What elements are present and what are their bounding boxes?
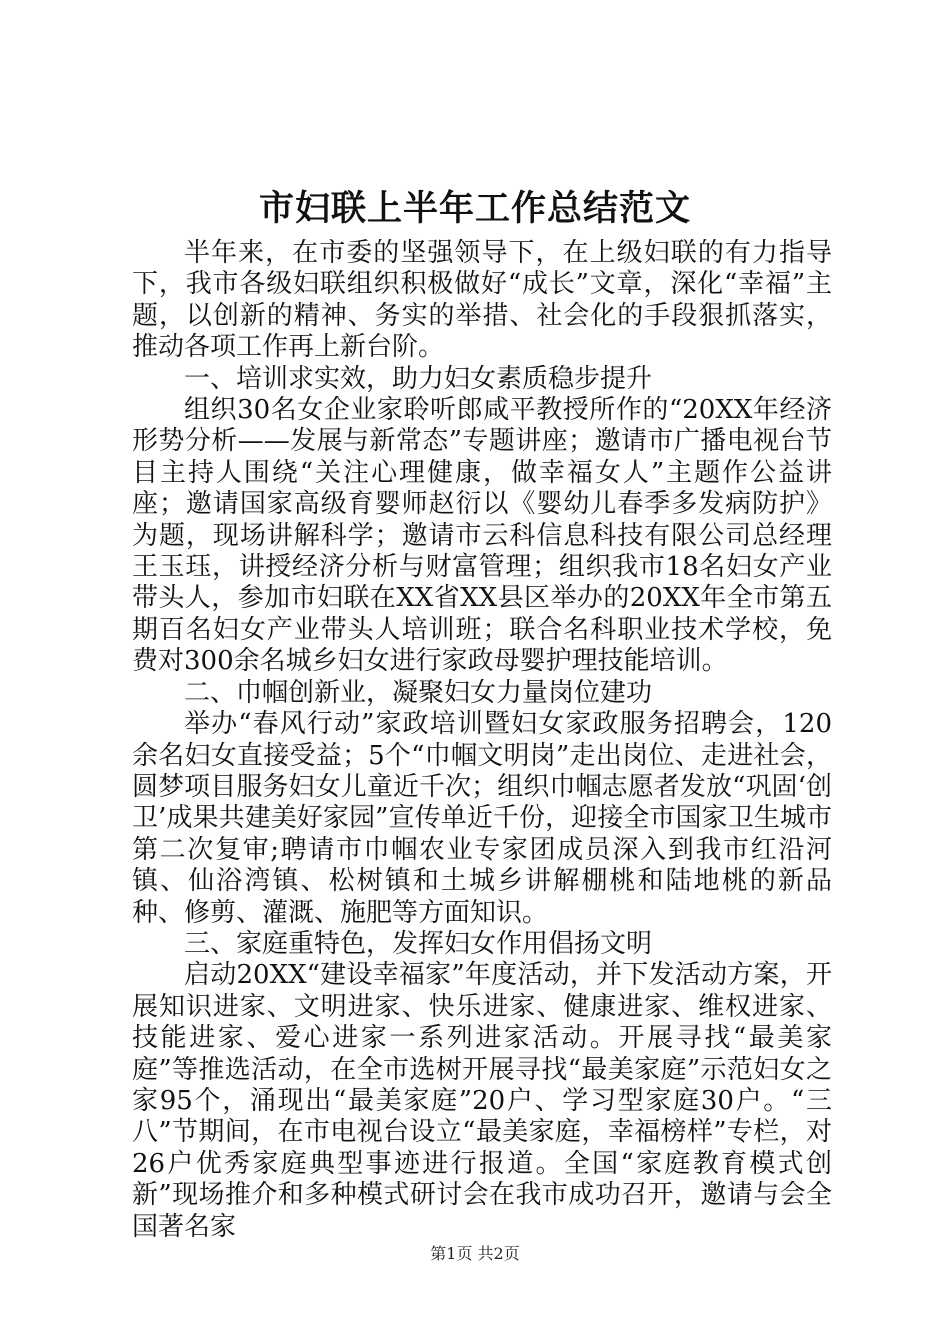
section-body-3: 启动20XX“建设幸福家”年度活动，并下发活动方案，开展知识进家、文明进家、快乐进家、健康进家、维权进家、技能进家、爱心进家一系列进家活动。开展寻找“最美家庭”等推选活动，在全市选树开展寻找“最美家庭”示范妇女之家95个，涌现出“最美家庭”20户、学习型家庭30户。“三八”节期间，在市电视台设立“最美家庭，幸福榜样”专栏，对26户优秀家庭典型事迹进行报道。全国“家庭教育模式创新”现场推介和多种模式研讨会在我市成功召开，邀请与会全国著名家	[132, 960, 832, 1242]
document-title: 市妇联上半年工作总结范文	[258, 188, 691, 229]
section-body-2: 举办“春风行动”家政培训暨妇女家政服务招聘会，120余名妇女直接受益；5个“巾帼文明岗”走出岗位、走进社会，圆梦项目服务妇女儿童近千次；组织巾帼志愿者发放“巩固‘创卫’成果共建美好家园”宣传单近千份，迎接全市国家卫生城市第二次复审;聘请市巾帼农业专家团成员深入到我市红沿河镇、仙浴湾镇、松树镇和土城乡讲解棚桃和陆地桃的新品种、修剪、灌溉、施肥等方面知识。	[132, 709, 832, 928]
intro-paragraph: 半年来，在市委的坚强领导下，在上级妇联的有力指导下，我市各级妇联组织积极做好“成长”文章，深化“幸福”主题，以创新的精神、务实的举措、社会化的手段狠抓落实，推动各项工作再上新台阶。	[132, 238, 832, 363]
section-body-1: 组织30名女企业家聆听郎咸平教授所作的“20XX年经济形势分析——发展与新常态”专题讲座；邀请市广播电视台节目主持人围绕“关注心理健康，做幸福女人”主题作公益讲座；邀请国家高级育婴师赵衍以《婴幼儿春季多发病防护》为题，现场讲解科学；邀请市云科信息科技有限公司总经理王玉珏，讲授经济分析与财富管理；组织我市18名妇女产业带头人，参加市妇联在XX省XX县区举办的20XX年全市第五期百名妇女产业带头人培训班；联合名科职业技术学校，免费对300余名城乡妇女进行家政母婴护理技能培训。	[132, 395, 832, 677]
page-footer: 第1页 共2页	[430, 1244, 520, 1263]
section-heading-1: 一、培训求实效，助力妇女素质稳步提升	[184, 363, 653, 394]
document-body	[132, 238, 832, 1243]
section-heading-3: 三、家庭重特色，发挥妇女作用倡扬文明	[184, 928, 653, 959]
section-heading-2: 二、巾帼创新业，凝聚妇女力量岗位建功	[184, 677, 653, 708]
